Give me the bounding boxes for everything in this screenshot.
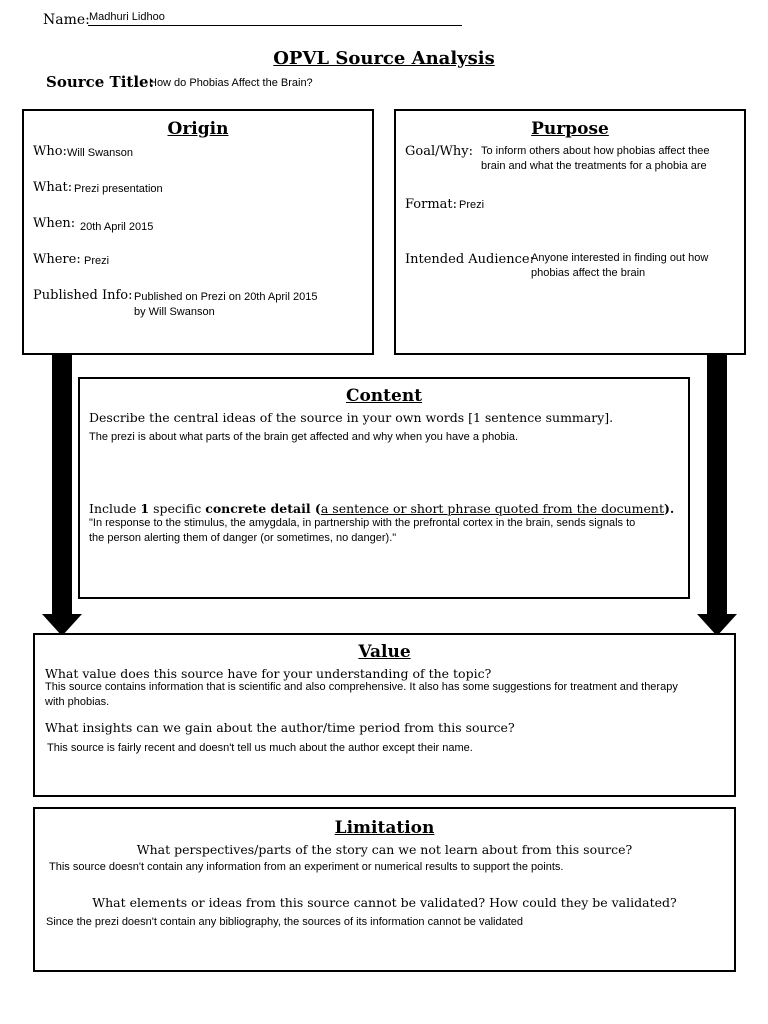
published-value-line1[interactable]: Published on Prezi on 20th April 2015 [134,291,318,303]
origin-box [22,109,374,355]
content-q2-open: ( [310,501,321,516]
value-question-2: What insights can we gain about the author/time period from this source? [45,720,515,735]
audience-value-line1[interactable]: Anyone interested in finding out how [531,252,709,264]
value-answer-1-line2[interactable]: with phobias. [45,696,110,708]
content-question-1: Describe the central ideas of the source in your own words [1 sentence summary]. [89,410,614,425]
limitation-question-2: What elements or ideas from this source cannot be validated? How could they be validated? [92,895,677,910]
value-box [33,633,736,797]
where-value[interactable]: Prezi [84,255,110,267]
value-question-1: What value does this source have for your understanding of the topic? [45,666,492,681]
limitation-answer-1[interactable]: This source doesn't contain any information from an experiment or numerical results to support the points. [49,861,564,873]
when-label: When: [33,216,76,231]
content-box [78,377,690,599]
where-label: Where: [33,252,81,267]
content-answer-1[interactable]: The prezi is about what parts of the brain get affected and why when you have a phobia. [89,431,519,443]
right-arrow-shaft [707,354,727,616]
content-q2-concrete: concrete detail [205,501,311,516]
goal-value-line1[interactable]: To inform others about how phobias affect thee [481,145,710,157]
value-answer-1-line1[interactable]: This source contains information that is scientific and also comprehensive. It also has some suggestions for treatment and therapy [45,681,678,693]
name-underline [88,25,462,26]
content-q2-pre: Include [89,501,141,516]
source-title-label: Source Title: [46,73,155,91]
content-heading: Content [345,386,423,406]
page-title: OPVL Source Analysis [273,48,495,69]
goal-value-line2[interactable]: brain and what the treatments for a phobia are [481,160,707,172]
content-q2-mid: specific [149,501,206,516]
when-value[interactable]: 20th April 2015 [80,221,154,233]
format-value[interactable]: Prezi [459,199,485,211]
content-answer-2-line2[interactable]: the person alerting them of danger (or sometimes, no danger)." [89,532,397,544]
name-value[interactable]: Madhuri Lidhoo [89,11,165,23]
limitation-answer-2[interactable]: Since the prezi doesn't contain any bibliography, the sources of its information cannot be validated [46,916,524,928]
audience-value-line2[interactable]: phobias affect the brain [531,267,646,279]
what-value[interactable]: Prezi presentation [74,183,163,195]
value-heading: Value [358,642,411,662]
who-value[interactable]: Will Swanson [67,147,134,159]
limitation-question-1: What perspectives/parts of the story can we not learn about from this source? [136,842,633,857]
content-q2-close: ). [663,501,675,516]
what-label: What: [33,180,73,195]
left-arrow-shaft [52,354,72,616]
content-q2-quoted: a sentence or short phrase quoted from the document [320,501,664,516]
published-value-line2[interactable]: by Will Swanson [134,306,215,318]
published-label: Published Info: [33,288,133,303]
value-answer-2[interactable]: This source is fairly recent and doesn't tell us much about the author except their name. [47,742,473,754]
origin-heading: Origin [167,119,229,139]
format-label: Format: [405,197,458,212]
source-title-value[interactable]: How do Phobias Affect the Brain? [149,77,313,89]
audience-label: Intended Audience: [405,252,534,267]
purpose-box [394,109,746,355]
who-label: Who: [33,144,67,159]
name-label: Name: [43,12,90,28]
goal-label: Goal/Why: [405,144,473,159]
purpose-heading: Purpose [531,119,609,139]
content-question-2 [89,501,674,516]
limitation-box [33,807,736,972]
content-answer-2-line1[interactable]: "In response to the stimulus, the amygdala, in partnership with the prefrontal cortex in the brain, sends signals to [89,517,636,529]
content-q2-bold: 1 [140,501,150,516]
limitation-heading: Limitation [334,818,435,838]
